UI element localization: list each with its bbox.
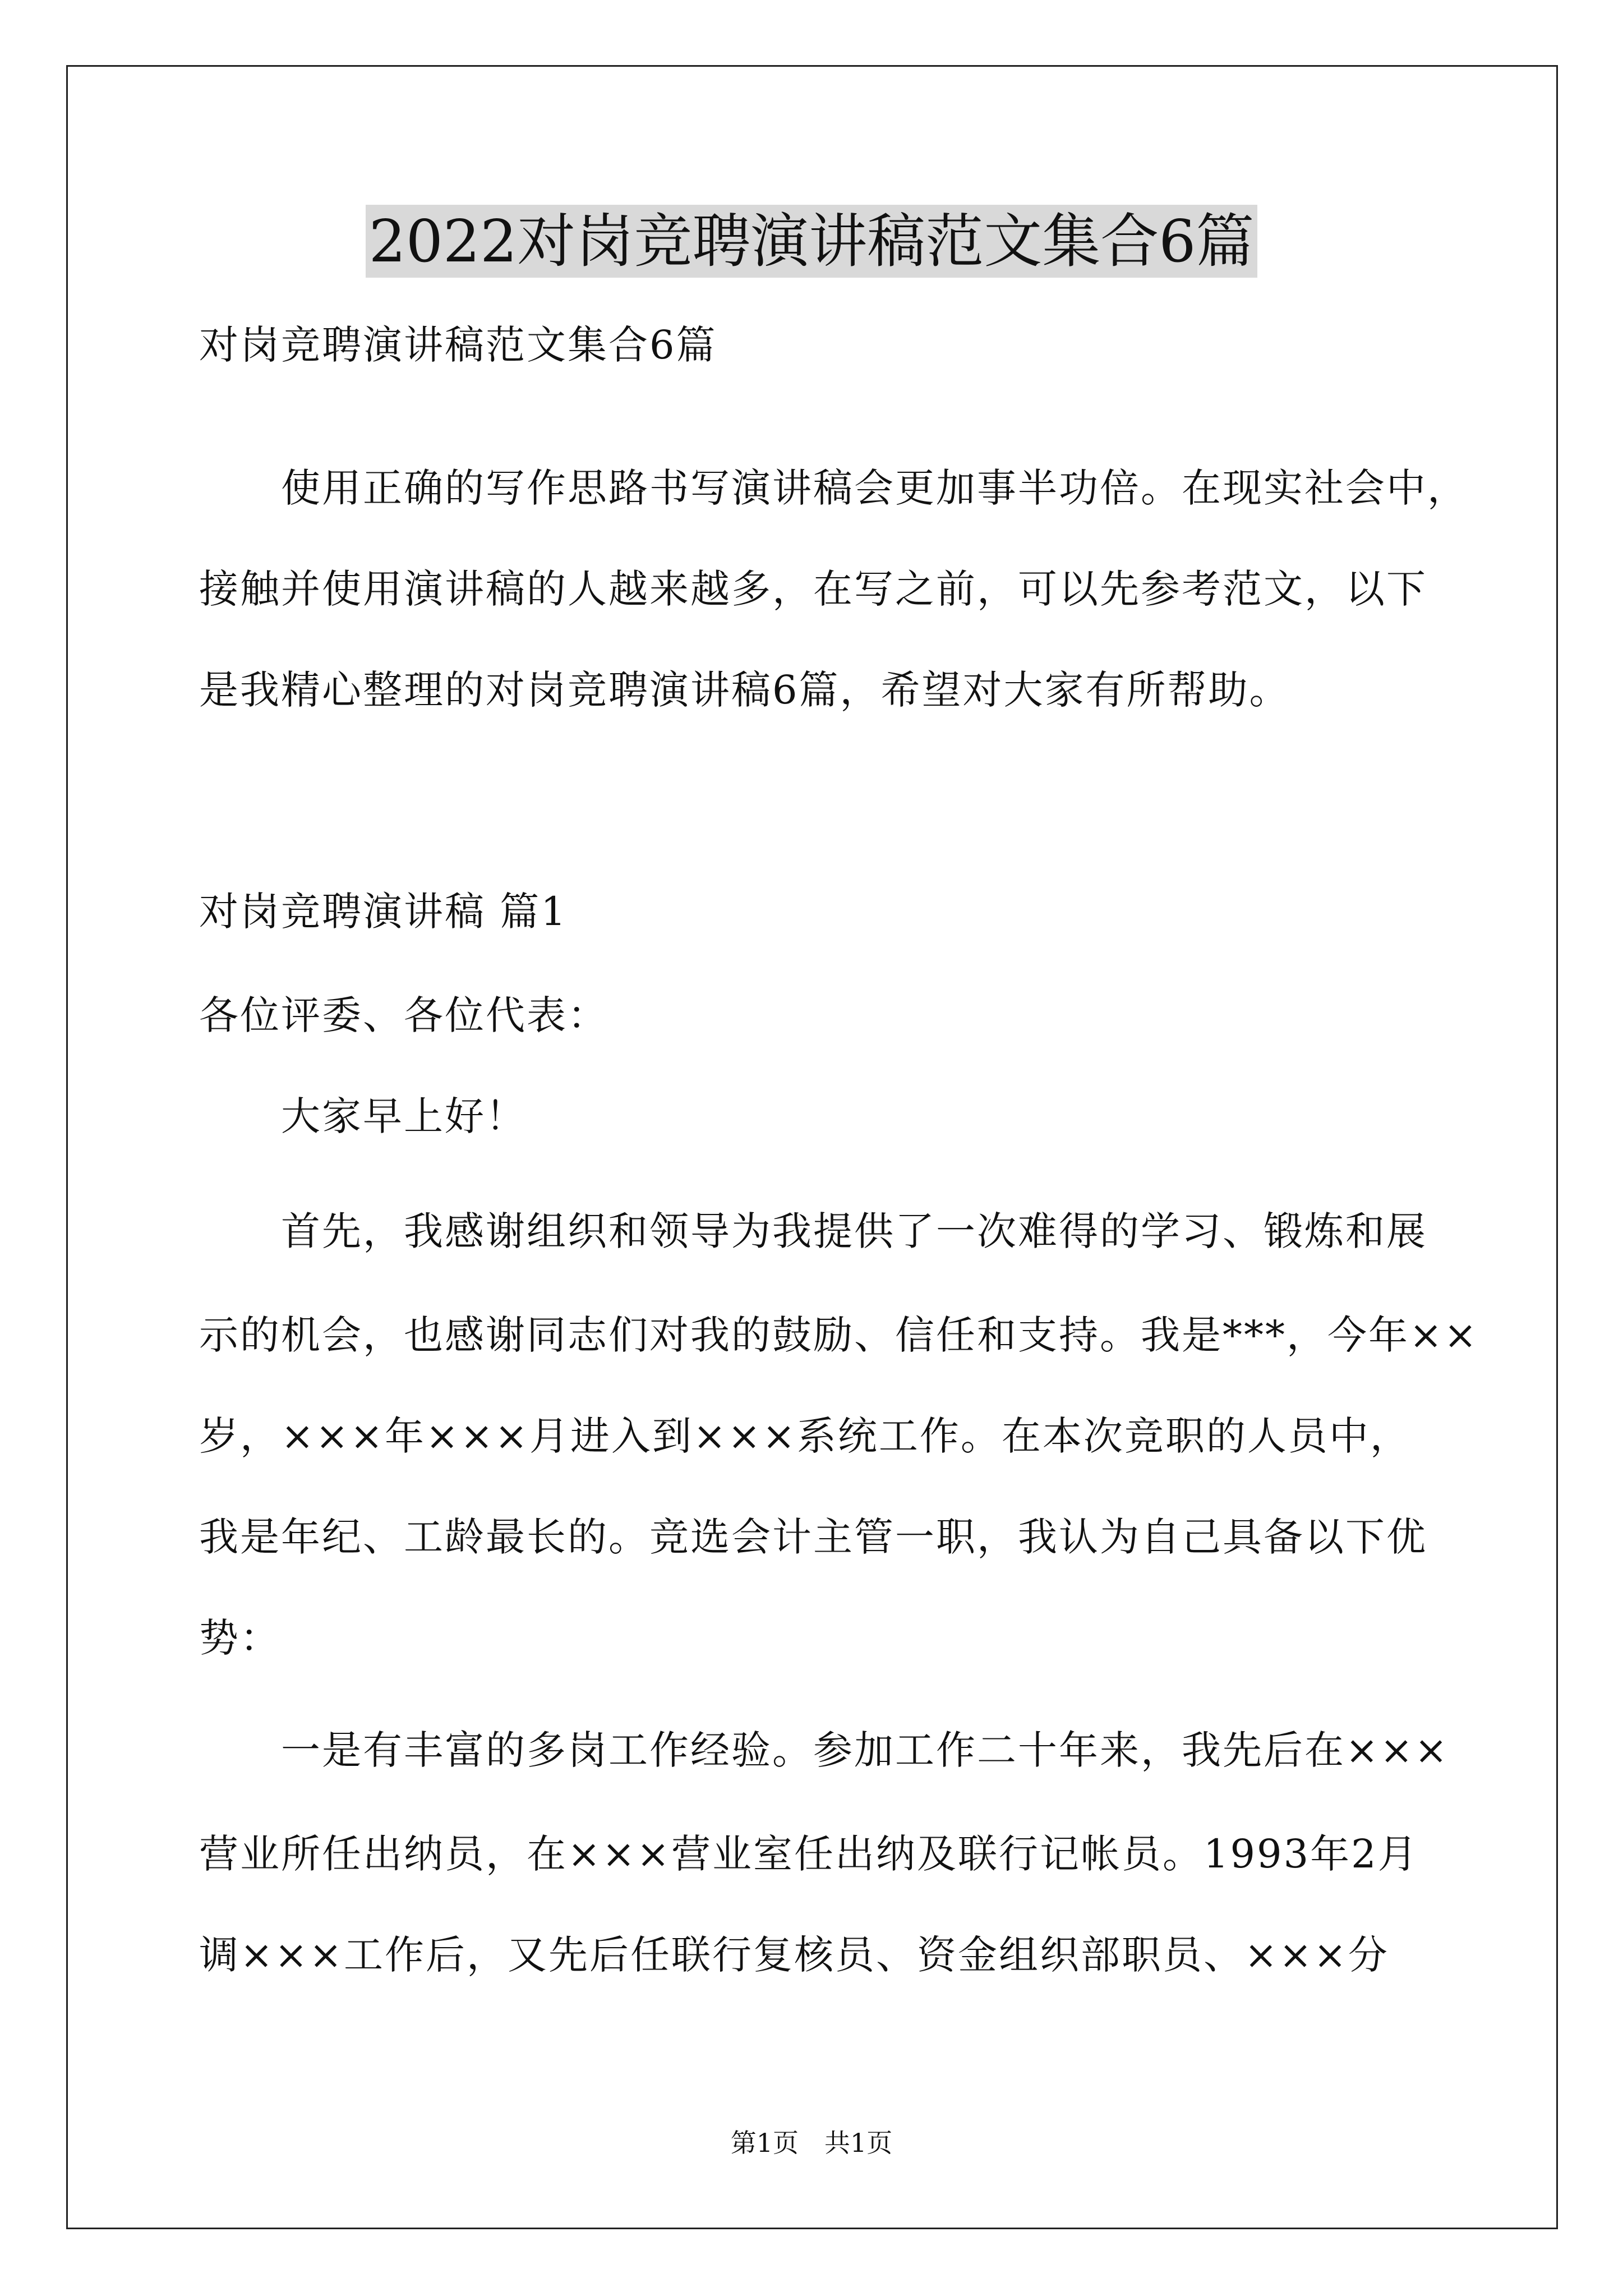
section-heading: 对岗竞聘演讲稿 篇1 <box>199 889 568 935</box>
greeting-line: 大家早上好！ <box>199 1093 527 1139</box>
paragraph-line: 首先，我感谢组织和领导为我提供了一次难得的学习、锻炼和展 <box>199 1208 1427 1254</box>
paragraph-line: 是我精心整理的对岗竞聘演讲稿6篇，希望对大家有所帮助。 <box>199 667 1290 713</box>
paragraph-line: 岁，×××年×××月进入到×××系统工作。在本次竞职的人员中， <box>199 1413 1411 1459</box>
paragraph-line: 使用正确的写作思路书写演讲稿会更加事半功倍。在现实社会中， <box>199 465 1468 511</box>
paragraph-line: 一是有丰富的多岗工作经验。参加工作二十年来，我先后在××× <box>199 1727 1449 1773</box>
page-footer: 第1页 共1页 <box>730 2128 893 2158</box>
subtitle-line: 对岗竞聘演讲稿范文集合6篇 <box>199 322 717 368</box>
paragraph-line: 示的机会，也感谢同志们对我的鼓励、信任和支持。我是***，今年×× <box>199 1312 1479 1358</box>
paragraph-line: 我是年纪、工龄最长的。竞选会计主管一职，我认为自己具备以下优 <box>199 1514 1427 1560</box>
document-title <box>0 205 1623 278</box>
paragraph-line: 调×××工作后，又先后任联行复核员、资金组织部职员、×××分 <box>199 1932 1389 1978</box>
paragraph-line: 接触并使用演讲稿的人越来越多，在写之前，可以先参考范文，以下 <box>199 566 1427 612</box>
salutation-line: 各位评委、各位代表： <box>199 992 608 1038</box>
paragraph-line: 营业所任出纳员，在×××营业室任出纳及联行记帐员。1993年2月 <box>199 1831 1419 1877</box>
page-border <box>66 65 1558 2229</box>
document-title-text: 2022对岗竞聘演讲稿范文集合6篇 <box>366 205 1258 278</box>
paragraph-line: 势： <box>199 1615 281 1661</box>
